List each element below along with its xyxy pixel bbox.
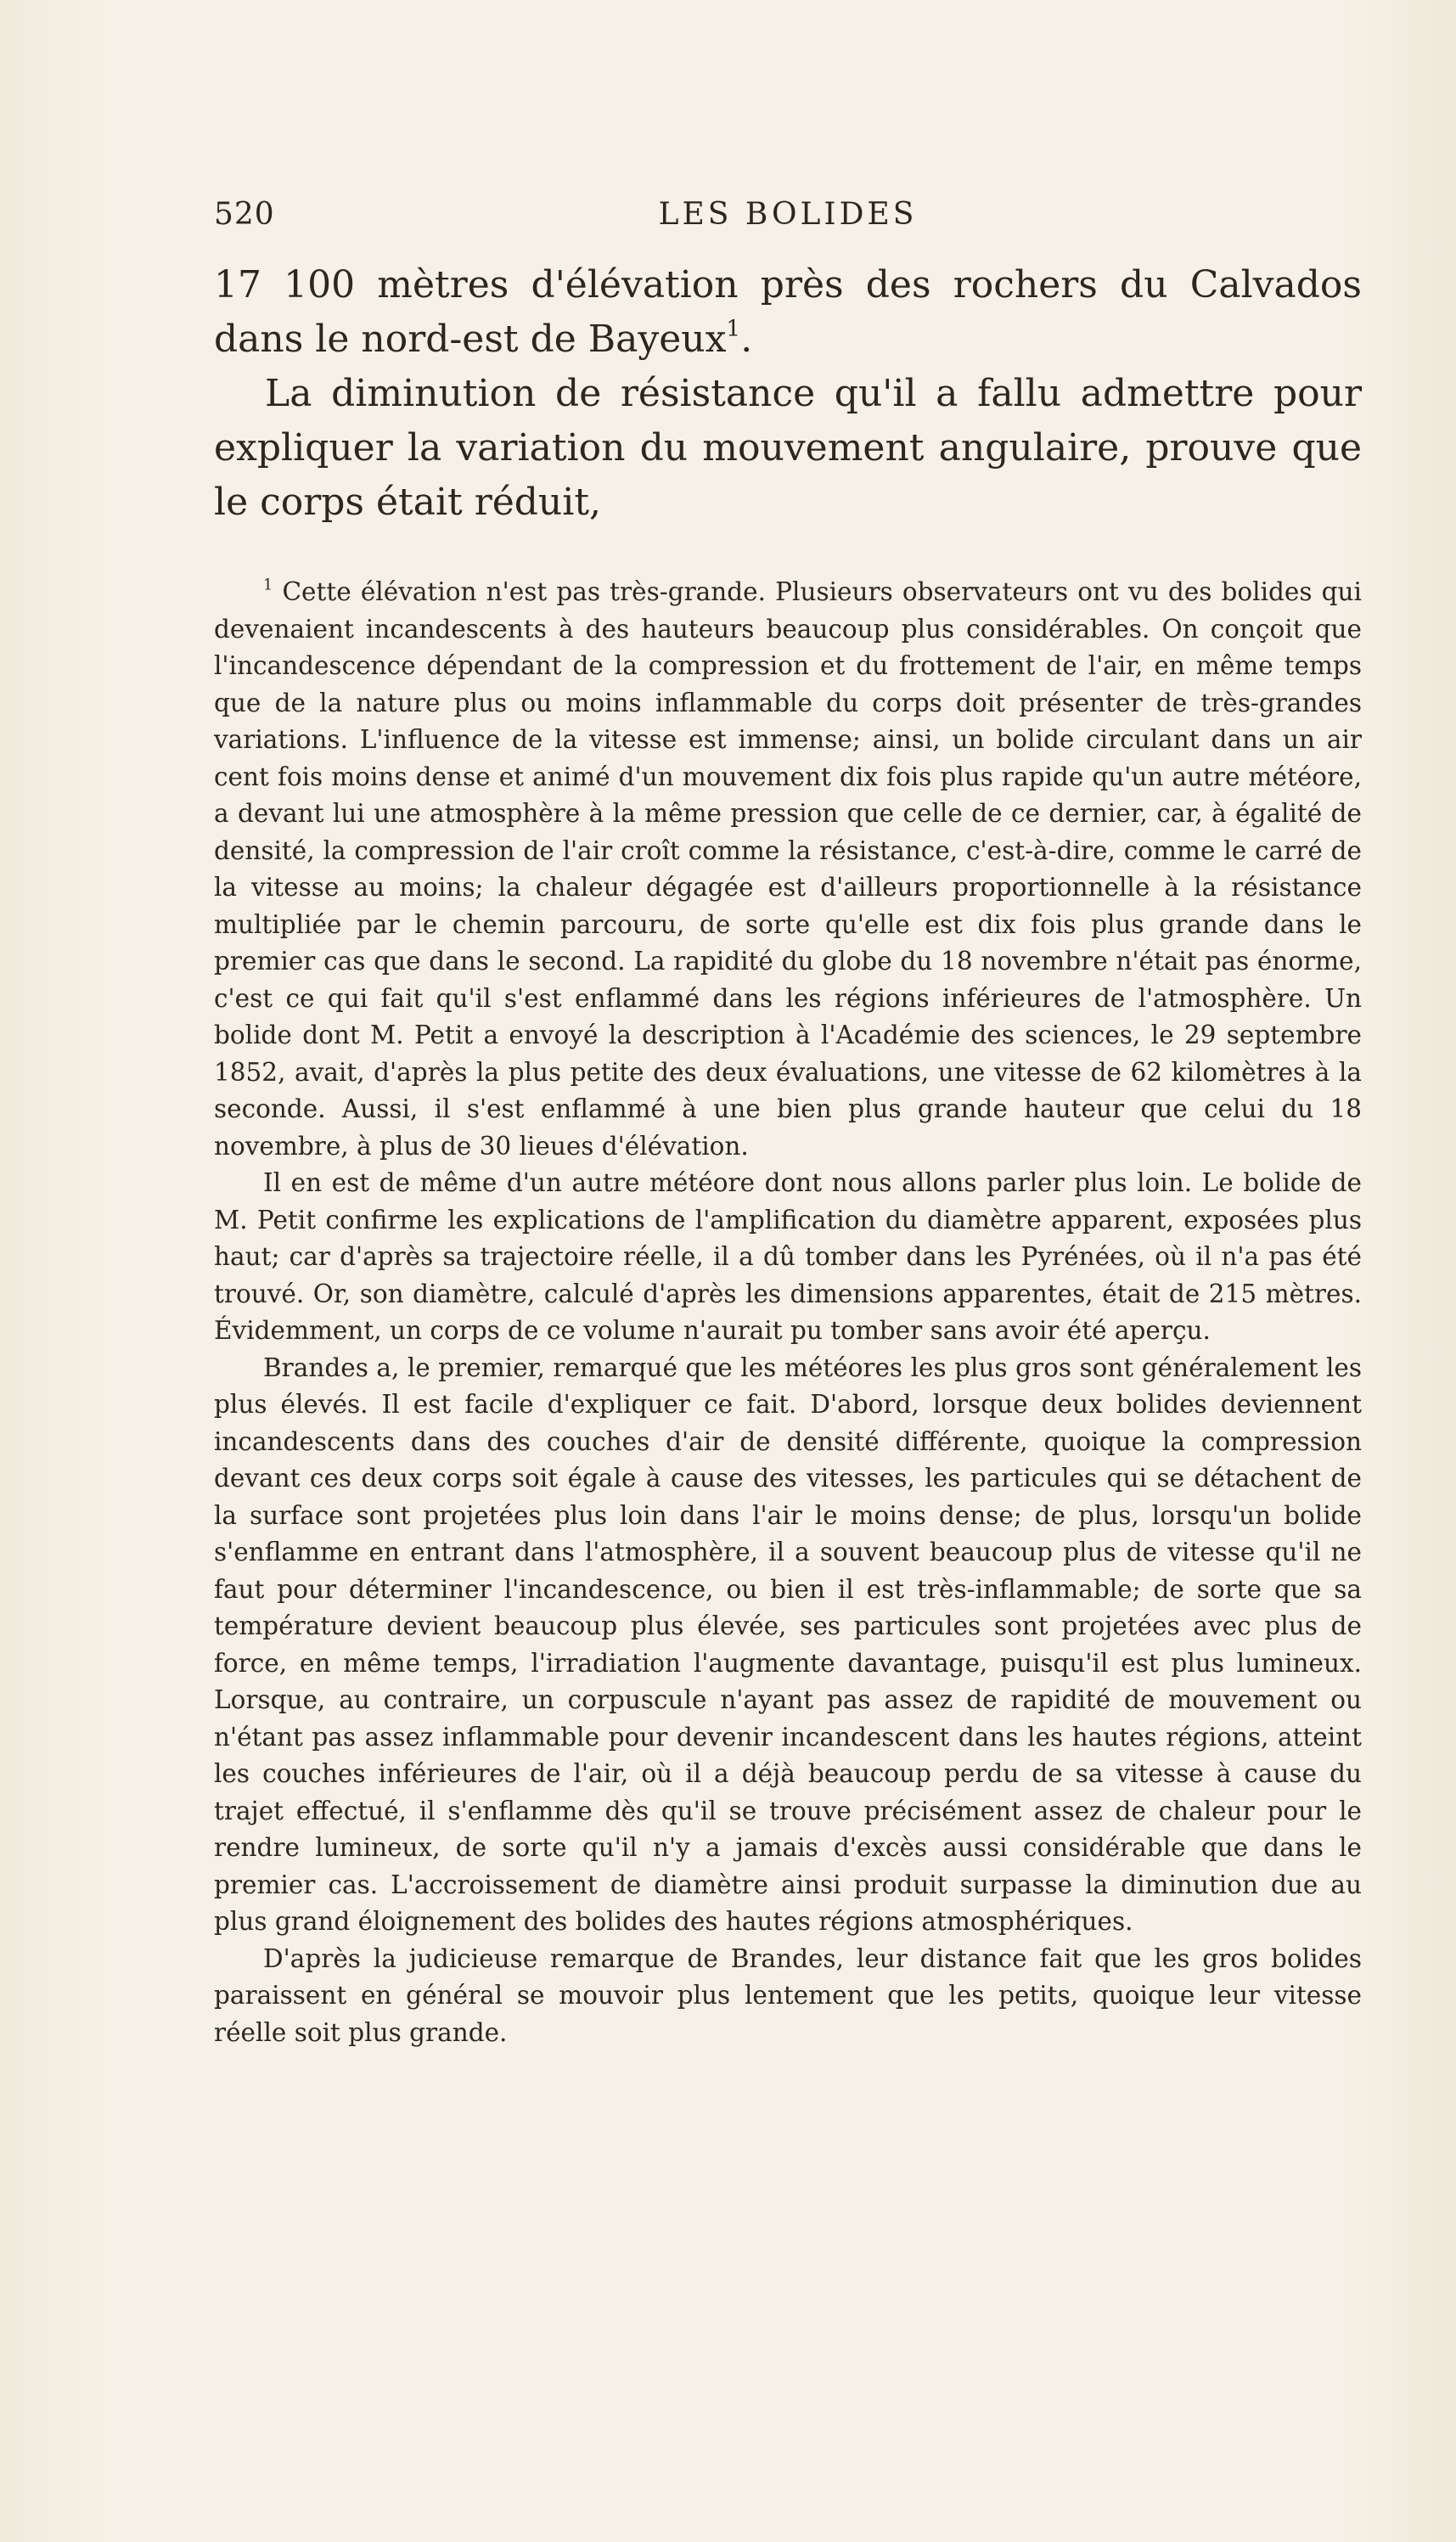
footnote-paragraph-3: Brandes a, le premier, remarqué que les météores les plus gros sont généralement les plus élevés. Il est facile d'expliquer ce fait. D'abord, lorsque deux bolides deviennent incandescents dans des couches d'air de densité différente, quoique la compression devant ces deux corps soit égale à cause des vitesses, les particules qui se détachent de la surface sont projetées plus loin dans l'air le moins dense; de plus, lorsqu'un bolide s'enflamme en entrant dans l'atmosphère, il a souvent beaucoup plus de vitesse qu'il ne faut pour déterminer l'incandescence, ou bien il est très-inflammable; de sorte que sa température devient beaucoup plus élevée, ses particules sont projetées avec plus de force, en même temps, l'irradiation l'augmente davantage, puisqu'il est plus lumineux. Lorsque, au contraire, un corpuscule n'ayant pas assez de rapidité de mouvement ou n'étant pas assez inflammable pour devenir incandescent dans les hautes régions, atteint les couches inférieures de l'air, où il a déjà beaucoup perdu de sa vitesse à cause du trajet effectué, il s'enflamme dès qu'il se trouve précisément assez de chaleur pour le rendre lumineux, de sorte qu'il n'y a jamais d'excès aussi considérable que dans le premier cas. L'accroissement de diamètre ainsi produit surpasse la diminution due au plus grand éloignement des bolides des hautes régions atmosphériques. xyxy=(214,1353,1362,1936)
footnote-reference[interactable]: 1 xyxy=(726,315,741,342)
main-paragraph-2: La diminution de résistance qu'il a fallu admettre pour expliquer la variation du mouvement angulaire, prouve que le corps était réduit, xyxy=(214,372,1362,524)
footnote xyxy=(214,574,1362,2051)
main-paragraph-1 xyxy=(214,258,1362,367)
main-paragraph-1-text: 17 100 mètres d'élévation près des rochers du Calvados dans le nord-est de Bayeux xyxy=(214,263,1362,361)
main-text xyxy=(214,258,1362,530)
page-header xyxy=(214,197,1362,239)
footnote-paragraph-4: D'après la judicieuse remarque de Brandes, leur distance fait que les gros bolides paraissent en général se mouvoir plus lentement que les petits, quoique leur vitesse réelle soit plus grande. xyxy=(214,1943,1362,2047)
footnote-paragraph-2: Il en est de même d'un autre météore dont nous allons parler plus loin. Le bolide de M. Petit confirme les explications de l'amplification du diamètre apparent, exposées plus haut; car d'après sa trajectoire réelle, il a dû tomber dans les Pyrénées, où il n'a pas été trouvé. Or, son diamètre, calculé d'après les dimensions apparentes, était de 215 mètres. Évidemment, un corps de ce volume n'aurait pu tomber sans avoir été aperçu. xyxy=(214,1168,1362,1345)
page-number: 520 xyxy=(214,197,275,232)
main-paragraph-1-end: . xyxy=(740,318,753,361)
footnote-marker: 1 xyxy=(263,576,273,594)
footnote-paragraph-1 xyxy=(214,574,1362,1165)
footnote-paragraph-1-text: Cette élévation n'est pas très-grande. Plusieurs observateurs ont vu des bolides qui devenaient incandescents à des hauteurs beaucoup plus considérables. On conçoit que l'incandescence dépendant de la compression et du frottement de l'air, en même temps que de la nature plus ou moins inflammable du corps doit présenter de très-grandes variations. L'influence de la vitesse est immense; ainsi, un bolide circulant dans un air cent fois moins dense et animé d'un mouvement dix fois plus rapide qu'un autre météore, a devant lui une atmosphère à la même pression que celle de ce dernier, car, à égalité de densité, la compression de l'air croît comme la résistance, c'est-à-dire, comme le carré de la vitesse au moins; la chaleur dégagée est d'ailleurs proportionnelle à la résistance multipliée par le chemin parcouru, de sorte qu'elle est dix fois plus grande dans le premier cas que dans le second. La rapidité du globe du 18 novembre n'était pas énorme, c'est ce qui fait qu'il s'est enflammé dans les régions inférieures de l'atmosphère. Un bolide dont M. Petit a envoyé la description à l'Académie des sciences, le 29 septembre 1852, avait, d'après la plus petite des deux évaluations, une vitesse de 62 kilomètres à la seconde. Aussi, il s'est enflammé à une bien plus grande hauteur que celui du 18 novembre, à plus de 30 lieues d'élévation. xyxy=(214,577,1362,1161)
running-title: LES BOLIDES xyxy=(658,197,918,232)
